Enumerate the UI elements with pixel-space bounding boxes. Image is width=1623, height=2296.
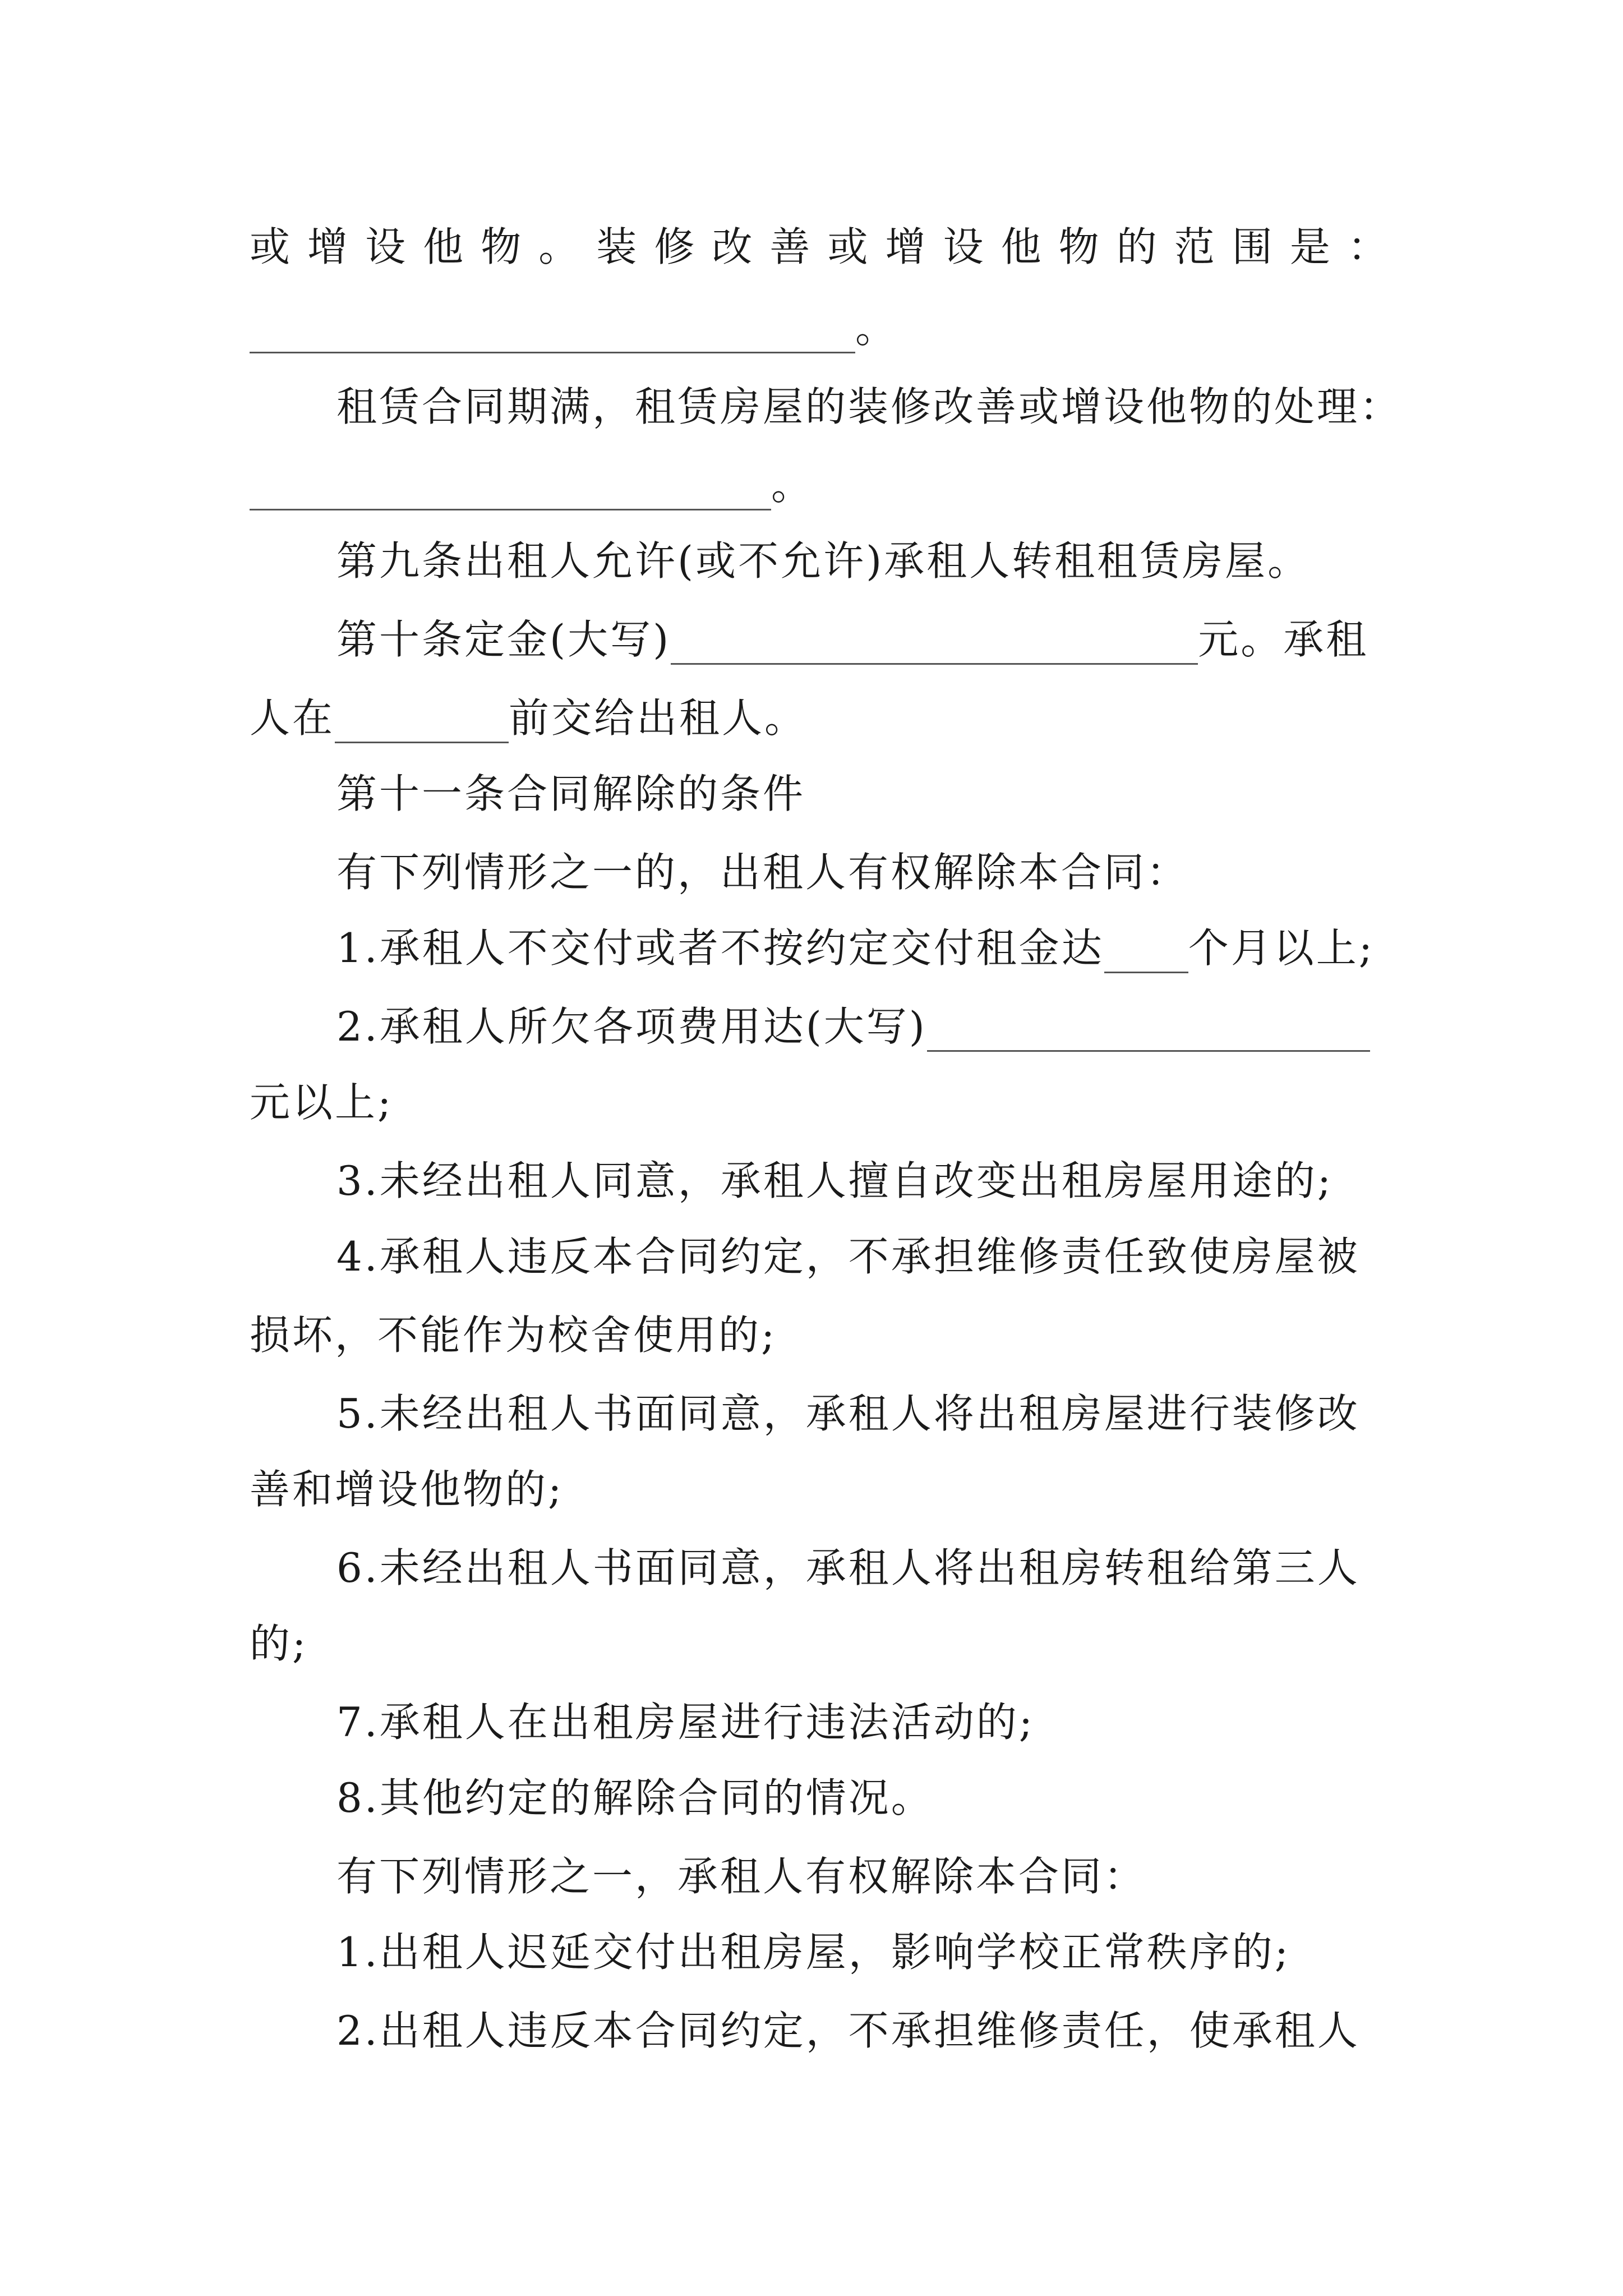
clause-9-line: 第九条出租人允许(或不允许)承租人转租租赁房屋。 (336, 537, 1311, 585)
text-char: ： (1347, 223, 1388, 270)
text-char: 是 (1289, 223, 1330, 270)
lessee-termination-intro: 有下列情形之一，承租人有权解除本合同： (336, 1853, 1147, 1900)
text-char: 设 (365, 223, 406, 270)
handling-blank-line (250, 460, 1388, 510)
text-char: 他 (423, 223, 464, 270)
text-char: 修 (654, 223, 695, 270)
text-segment: 个月以上; (1188, 924, 1375, 972)
clause-8-scope-line (250, 222, 1388, 272)
text-segment: 人在 (250, 694, 335, 742)
text-segment: 前交给出租人。 (509, 694, 808, 742)
text-segment: 元。承租 (1198, 616, 1369, 663)
lessor-item-4-cont: 损坏，不能作为校舍使用的; (250, 1312, 777, 1359)
lessor-item-7: 7.承租人在出租房屋进行违法活动的; (336, 1699, 1035, 1746)
lessor-item-4: 4.承租人违反本合同约定，不承担维修责任致使房屋被 (336, 1233, 1360, 1280)
months-blank[interactable] (1104, 932, 1188, 973)
text-char: 物 (481, 223, 522, 270)
text-char: 或 (827, 223, 868, 270)
lessor-item-2-cont: 元以上; (250, 1079, 394, 1126)
text-segment: 第十条定金(大写) (336, 616, 671, 663)
deposit-amount-blank[interactable] (671, 624, 1198, 665)
fill-in-blank[interactable] (250, 312, 855, 353)
text-segment: 1.承租人不交付或者不按约定交付租金达 (336, 924, 1104, 972)
fill-in-blank[interactable] (250, 470, 771, 510)
text-char: 的 (1116, 223, 1157, 270)
text-char: 。 (538, 223, 579, 270)
deposit-date-blank[interactable] (335, 702, 509, 743)
deposit-date-line (250, 693, 1388, 743)
text-char: 设 (943, 223, 984, 270)
lessee-item-2: 2.出租人违反本合同约定，不承担维修责任，使承租人 (336, 2007, 1360, 2054)
scope-blank-line (250, 303, 1388, 353)
text-char: 善 (769, 223, 810, 270)
text-char: 装 (596, 223, 637, 270)
clause-11-heading: 第十一条合同解除的条件 (336, 770, 806, 817)
lessor-item-5-cont: 善和增设他物的; (250, 1466, 564, 1513)
lessor-item-6: 6.未经出租人书面同意，承租人将出租房转租给第三人 (336, 1544, 1360, 1591)
lessee-item-1: 1.出租人迟延交付出租房屋，影响学校正常秩序的; (336, 1929, 1290, 1976)
text-char: 范 (1174, 223, 1215, 270)
expiry-handling-line: 租赁合同期满，租赁房屋的装修改善或增设他物的处理： (336, 383, 1403, 430)
text-char: 围 (1232, 223, 1272, 270)
lessor-item-1 (336, 923, 1391, 973)
lessor-item-8: 8.其他约定的解除合同的情况。 (336, 1774, 934, 1821)
text-char: 改 (712, 223, 753, 270)
text-period: 。 (855, 305, 898, 352)
text-period: 。 (771, 462, 814, 509)
arrears-amount-blank[interactable] (927, 1011, 1370, 1052)
text-char: 增 (307, 223, 348, 270)
text-char: 他 (1000, 223, 1041, 270)
lessor-item-2 (336, 1001, 1391, 1052)
lessor-termination-intro: 有下列情形之一的，出租人有权解除本合同： (336, 849, 1189, 896)
text-char: 物 (1058, 223, 1099, 270)
lessor-item-3: 3.未经出租人同意，承租人擅自改变出租房屋用途的; (336, 1157, 1333, 1204)
text-segment: 2.承租人所欠各项费用达(大写) (336, 1003, 927, 1050)
text-char: 或 (250, 223, 291, 270)
lessor-item-6-cont: 的; (250, 1620, 308, 1667)
text-char: 增 (885, 223, 926, 270)
clause-10-line (336, 614, 1391, 665)
lessor-item-5: 5.未经出租人书面同意，承租人将出租房屋进行装修改 (336, 1390, 1360, 1437)
